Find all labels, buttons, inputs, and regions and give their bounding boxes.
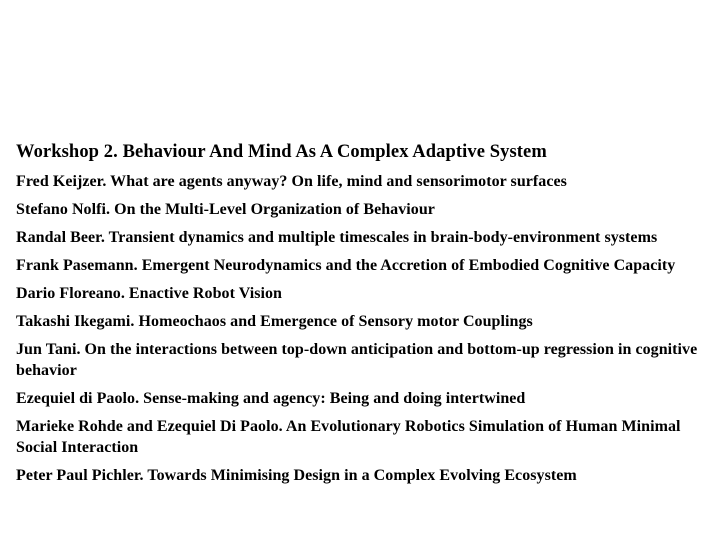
- slide-content: [16, 140, 710, 493]
- talk-item: Dario Floreano. Enactive Robot Vision: [16, 285, 282, 302]
- slide-title: Workshop 2. Behaviour And Mind As A Complex Adaptive System: [16, 142, 547, 162]
- talk-item: Fred Keijzer. What are agents anyway? On life, mind and sensorimotor surfaces: [16, 173, 567, 190]
- talk-item: Randal Beer. Transient dynamics and multiple timescales in brain-body-environment systems: [16, 229, 658, 246]
- talk-item: Marieke Rohde and Ezequiel Di Paolo. An Evolutionary Robotics Simulation of Human Minimal Social Interaction: [16, 418, 681, 456]
- talk-item: Takashi Ikegami. Homeochaos and Emergence of Sensory motor Couplings: [16, 313, 533, 330]
- talk-list: [16, 171, 710, 486]
- talk-item: Stefano Nolfi. On the Multi-Level Organization of Behaviour: [16, 201, 435, 218]
- talk-item: Peter Paul Pichler. Towards Minimising Design in a Complex Evolving Ecosystem: [16, 467, 577, 484]
- talk-item: Jun Tani. On the interactions between top-down anticipation and bottom-up regression in cognitive behavior: [16, 341, 698, 379]
- talk-item: Frank Pasemann. Emergent Neurodynamics and the Accretion of Embodied Cognitive Capacity: [16, 257, 676, 274]
- talk-item: Ezequiel di Paolo. Sense-making and agency: Being and doing intertwined: [16, 390, 526, 407]
